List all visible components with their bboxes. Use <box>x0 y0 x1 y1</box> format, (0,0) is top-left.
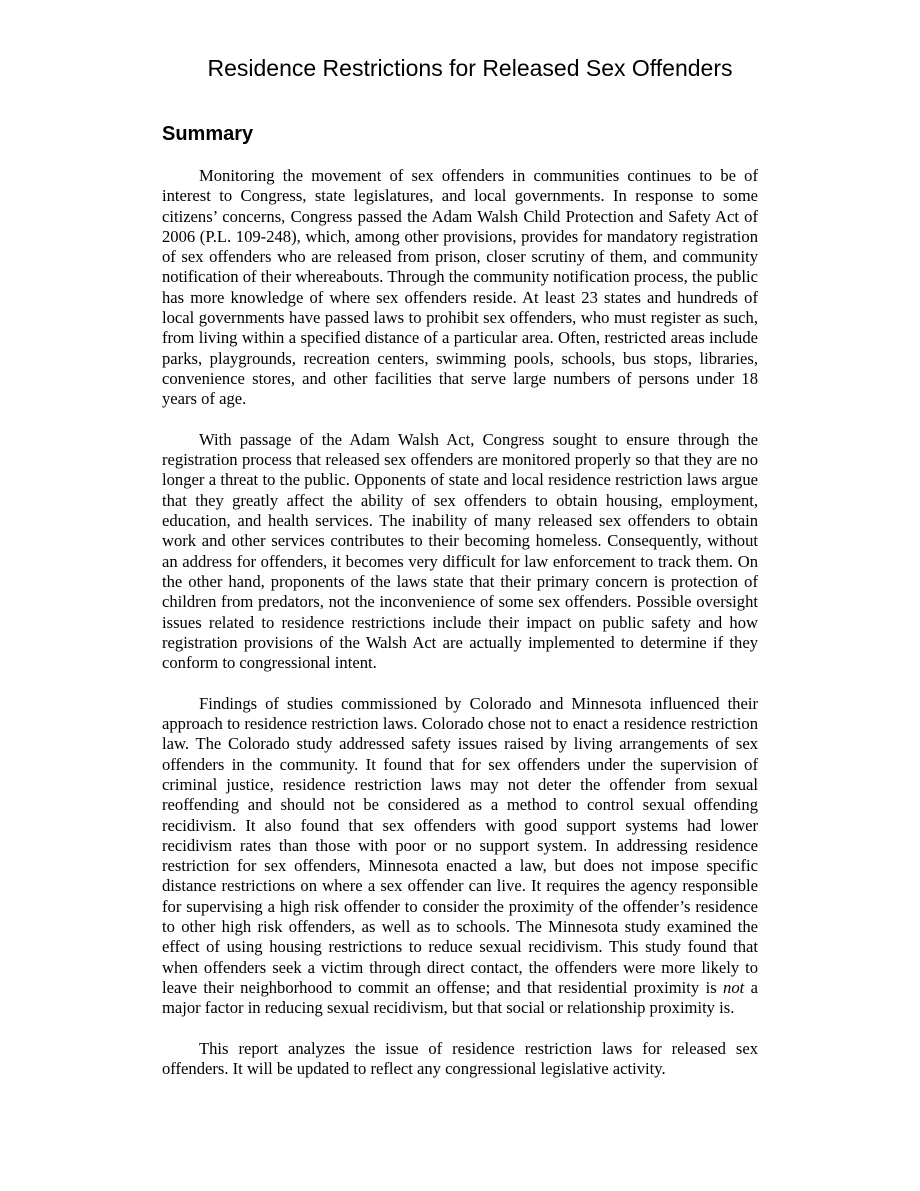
summary-paragraph-4: This report analyzes the issue of residence restriction laws for released sex offenders. It will be updated to reflect any congressional legislative activity. <box>162 1038 758 1079</box>
summary-paragraph-3-end: a major factor in reducing sexual recidivism, but that social or relationship proximity is. <box>162 977 759 1018</box>
summary-paragraph-2: With passage of the Adam Walsh Act, Congress sought to ensure through the registration process that released sex offenders are monitored properly so that they are no longer a threat to the public. Opponents of state and local residence restriction laws argue that they greatly affect the ability of sex offenders to obtain housing, employment, education, and health services. The inability of many released sex offenders to obtain work and other services contributes to their becoming homeless. Consequently, without an address for offenders, it becomes very difficult for law enforcement to track them. On the other hand, proponents of the laws state that their primary concern is protection of children from predators, not the inconvenience of some sex offenders. Possible oversight issues related to residence restrictions include their impact on public safety and how registration provisions of the Walsh Act are actually implemented to determine if they conform to congressional intent. <box>162 429 758 673</box>
summary-paragraph-3 <box>162 694 758 1019</box>
summary-paragraph-3-emphasis: not <box>723 977 745 997</box>
section-heading-summary: Summary <box>162 123 254 145</box>
document-title: Residence Restrictions for Released Sex Offenders <box>207 55 733 81</box>
summary-paragraph-1: Monitoring the movement of sex offenders in communities continues to be of interest to Congress, state legislatures, and local governments. In response to some citizens’ concerns, Congress passed the Adam Walsh Child Protection and Safety Act of 2006 (P.L. 109-248), which, among other provisions, provides for mandatory registration of sex offenders who are released from prison, closer scrutiny of them, and community notification of their whereabouts. Through the community notification process, the public has more knowledge of where sex offenders reside. At least 23 states and hundreds of local governments have passed laws to prohibit sex offenders, who must register as such, from living within a specified distance of a particular area. Often, restricted areas include parks, playgrounds, recreation centers, swimming pools, schools, bus stops, libraries, convenience stores, and other facilities that serve large numbers of persons under 18 years of age. <box>162 166 758 409</box>
summary-paragraph-3-start: Findings of studies commissioned by Colorado and Minnesota influenced their approach to residence restriction laws. Colorado chose not to enact a residence restriction law. The Colorado study addressed safety issues raised by living arrangements of sex offenders in the community. It found that for sex offenders under the supervision of criminal justice, residence restriction laws may not deter the offender from sexual reoffending and should not be considered as a method to control sexual offending recidivism. It also found that sex offenders with good support systems had lower recidivism rates than those with poor or no support system. In addressing residence restriction for sex offenders, Minnesota enacted a law, but does not impose specific distance restrictions on where a sex offender can live. It requires the agency responsible for supervising a high risk offender to consider the proximity of the offender’s residence to other high risk offenders, as well as to schools. The Minnesota study examined the effect of using housing restrictions to reduce sexual recidivism. This study found that when offenders seek a victim through direct contact, the offenders were more likely to leave their neighborhood to commit an offense; and that residential proximity is <box>162 693 758 997</box>
summary-body <box>162 166 758 1100</box>
